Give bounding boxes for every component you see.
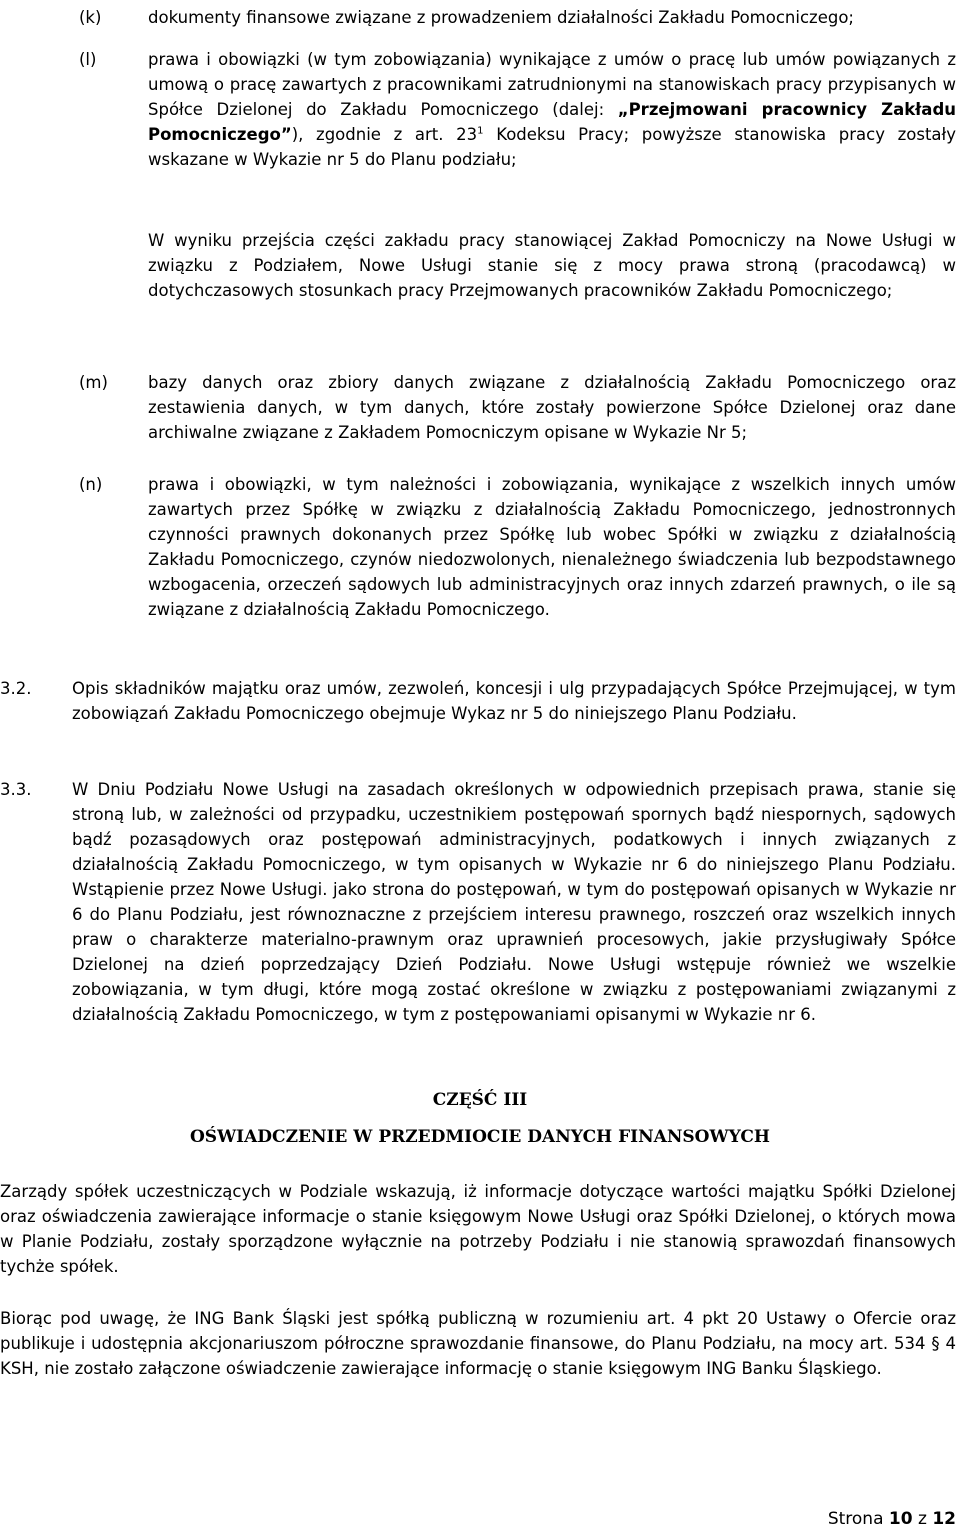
item-k-text: dokumenty finansowe związane z prowadzeniem działalności Zakładu Pomocniczego; (148, 8, 854, 27)
item-k-label: (k) (79, 8, 102, 27)
item-l-text (148, 47, 956, 172)
footer-total-pages: 12 (932, 1509, 956, 1529)
item-l-text-part2: ), zgodnie z art. 23 (291, 125, 478, 144)
item-m-text: bazy danych oraz zbiory danych związane z działalnością Zakładu Pomocniczego oraz zestawienia danych, w tym danych, które zostały powierzone Spółce Dzielonej oraz dane archiwalne związane z Zakładem Pomocniczym opisane w Wykazie Nr 5; (148, 373, 956, 442)
footer-page-number: 10 (888, 1509, 913, 1529)
item-n-label: (n) (79, 475, 103, 494)
item-l-text-part3: Kodeksu Pracy; powyższe stanowiska pracy zostały wskazane w Wykazie nr 5 do Planu podziału; (148, 125, 956, 169)
item-m-label: (m) (79, 373, 108, 392)
item-l-text-part1: prawa i obowiązki (w tym zobowiązania) wynikające z umów o pracę lub umów powiązanych z umową o pracę zawartych z pracownikami zatrudnionymi na stanowiskach pracy przypisanych w Spółce Dzielonej do Zakładu Pomocniczego (dalej: (148, 50, 956, 119)
item-n-text: prawa i obowiązki, w tym należności i zobowiązania, wynikające z wszelkich innych umów zawartych przez Spółkę w związku z działalnością Zakładu Pomocniczego, jednostronnych czynności prawnych dokonanych przez Spółkę lub wobec Spółki w związku z działalnością Zakładu Pomocniczego, czynów niedozwolonych, nienależnego świadczenia lub bezpodstawnego wzbogacenia, orzeczeń sądowych lub administracyjnych oraz innych zdarzeń prawnych, o ile są związane z działalnością Zakładu Pomocniczego. (148, 475, 956, 619)
footer-prefix: Strona (827, 1509, 884, 1529)
section-3-3-number: 3.3. (0, 780, 32, 799)
paragraph-1: Zarządy spółek uczestniczących w Podziale wskazują, iż informacje dotyczące wartości majątku Spółki Dzielonej oraz oświadczenia zawierające informacje o stanie księgowym Nowe Usługi oraz Spółki Dzielonej, o których mowa w Planie Podziału, zostały sporządzone wyłącznie na potrzeby Podziału i nie stanowią sprawozdań finansowych tychże spółek. (0, 1182, 956, 1276)
paragraph-2: Biorąc pod uwagę, że ING Bank Śląski jest spółką publiczną w rozumieniu art. 4 pkt 20 Ustawy o Ofercie oraz publikuje i udostępnia akcjonariuszom półroczne sprawozdanie finansowe, do Planu Podziału, na mocy art. 534 § 4 KSH, nie zostało załączone oświadczenie zawierające informację o stanie księgowym ING Banku Śląskiego. (0, 1309, 956, 1378)
part-title: CZĘŚĆ III (432, 1090, 528, 1110)
part-subtitle: OŚWIADCZENIE W PRZEDMIOCIE DANYCH FINANSOWYCH (189, 1127, 770, 1147)
item-l-subparagraph: W wyniku przejścia części zakładu pracy stanowiącej Zakład Pomocniczy na Nowe Usługi w związku z Podziałem, Nowe Usługi stanie się z mocy prawa stroną (pracodawcą) w dotychczasowych stosunkach pracy Przejmowanych pracowników Zakładu Pomocniczego; (148, 231, 956, 300)
section-3-2-text: Opis składników majątku oraz umów, zezwoleń, koncesji i ulg przypadających Spółce Przejmującej, w tym zobowiązań Zakładu Pomocniczego obejmuje Wykaz nr 5 do niniejszego Planu Podziału. (72, 679, 956, 723)
item-l-label: (l) (79, 50, 97, 69)
defined-term: „Przejmowani pracownicy Zakładu Pomocniczego” (148, 100, 956, 144)
section-3-3-text: W Dniu Podziału Nowe Usługi na zasadach określonych w odpowiednich przepisach prawa, stanie się stroną lub, w zależności od przypadku, uczestnikiem postępowań spornych bądź niespornych, sądowych bądź pozasądowych oraz postępowań administracyjnych, podatkowych i innych związanych z działalnością Zakładu Pomocniczego, w tym opisanych w Wykazie nr 6 do niniejszego Planu Podziału. Wstąpienie przez Nowe Usługi. jako strona do postępowań, w tym do postępowań opisanych w Wykazie nr 6 do Planu Podziału, jest równoznaczne z przejściem interesu prawnego, roszczeń oraz wszelkich innych praw o charakterze materialno-prawnym oraz uprawnień procesowych, jakie przysługiwały Spółce Dzielonej na dzień poprzedzający Dzień Podziału. Nowe Usługi wstępuje również we wszelkie zobowiązania, w tym długi, które mogą zostać określone w związku z postępowaniami związanymi z działalnością Zakładu Pomocniczego, w tym z postępowaniami opisanymi w Wykazie nr 6. (72, 780, 956, 1024)
superscript-marker: 1 (477, 125, 484, 137)
section-3-2-number: 3.2. (0, 679, 32, 698)
page-footer (828, 1509, 956, 1529)
footer-of: z (917, 1509, 927, 1529)
